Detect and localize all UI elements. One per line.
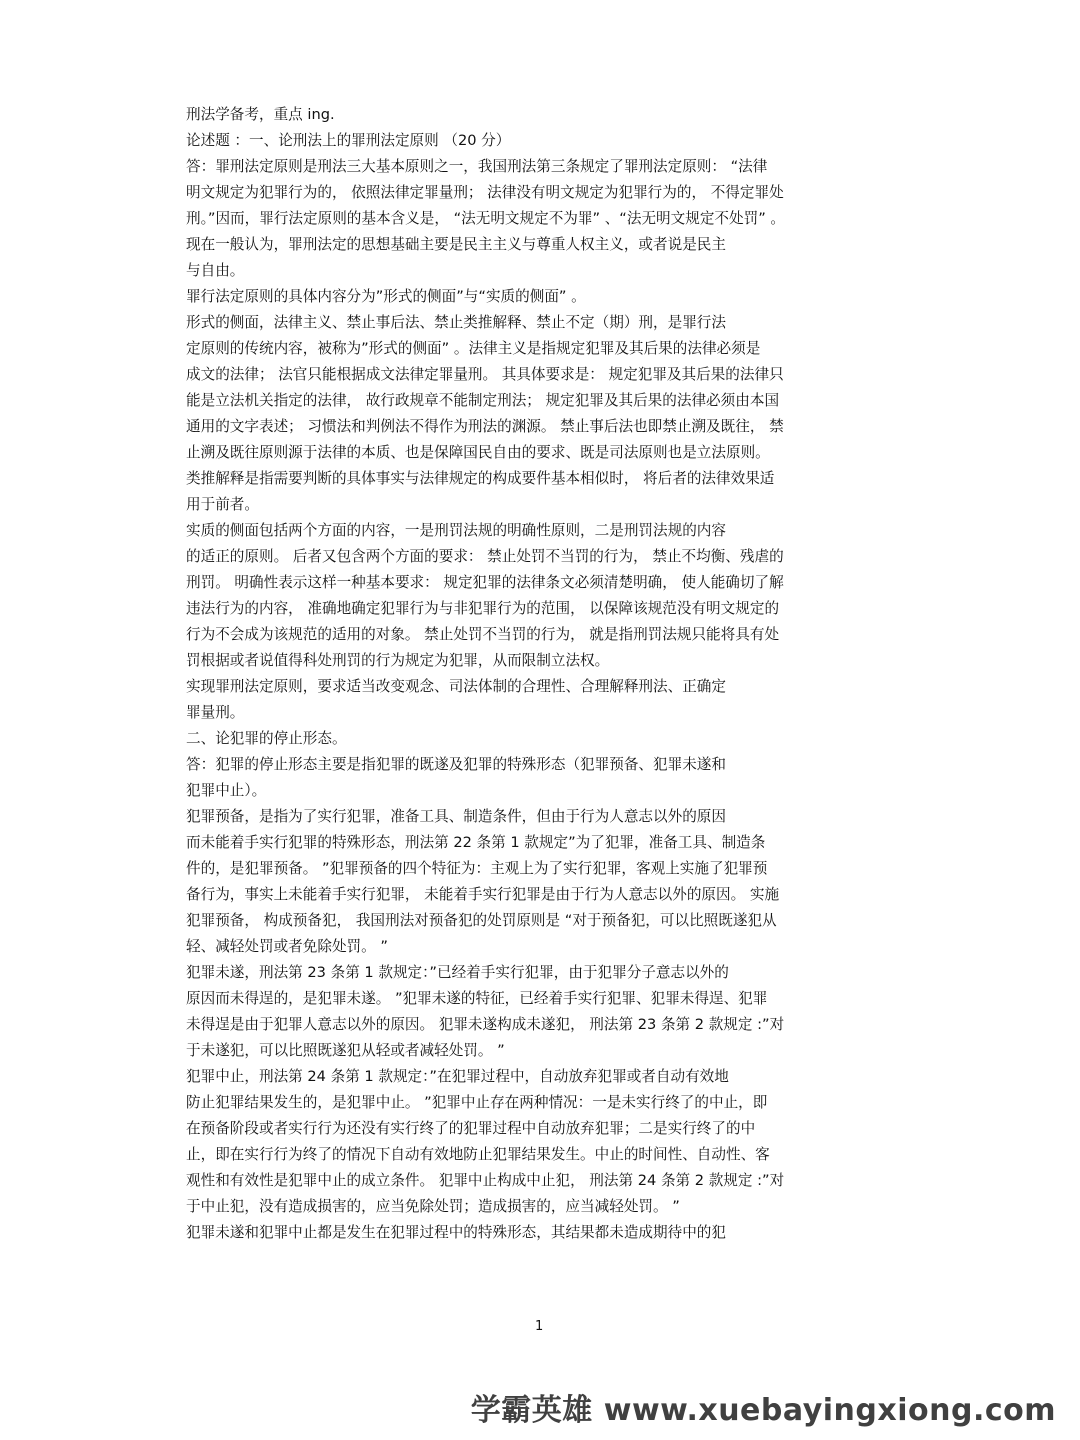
text-line: 止，即在实行行为终了的情况下自动有效地防止犯罪结果发生。中止的时间性、自动性、客 (186, 1146, 770, 1163)
text-line: 违法行为的内容， 准确地确定犯罪行为与非犯罪行为的范围， 以保障该规范没有明文规定的 (186, 600, 780, 617)
text-line: 用于前者。 (186, 496, 259, 513)
text-line: 实质的侧面包括两个方面的内容，一是刑罚法规的明确性原则，二是刑罚法规的内容 (186, 522, 726, 539)
text-line: 刑。”因而，罪行法定原则的基本含义是， “法无明文规定不为罪” 、“法无明文规定不处罚” 。 (186, 210, 785, 227)
text-line: 件的，是犯罪预备。 ”犯罪预备的四个特征为：主观上为了实行犯罪，客观上实施了犯罪预 (186, 860, 768, 877)
text-line: 犯罪未遂和犯罪中止都是发生在犯罪过程中的特殊形态，其结果都未造成期待中的犯 (186, 1224, 726, 1241)
text-line: 刑罚。 明确性表示这样一种基本要求： 规定犯罪的法律条文必须清楚明确， 使人能确切了解 (186, 574, 784, 591)
text-line: 明文规定为犯罪行为的， 依照法律定罪量刑； 法律没有明文规定为犯罪行为的， 不得定罪处 (186, 184, 784, 201)
text-line: 罪行法定原则的具体内容分为”形式的侧面”与“实质的侧面” 。 (186, 288, 586, 305)
text-line: 刑法学备考，重点 ing. (186, 106, 335, 123)
text-line: 而未能着手实行犯罪的特殊形态，刑法第 22 条第 1 款规定”为了犯罪，准备工具、制造条 (186, 834, 766, 851)
text-line: 罪量刑。 (186, 704, 245, 721)
text-line: 犯罪中止，刑法第 24 条第 1 款规定：”在犯罪过程中，自动放弃犯罪或者自动有效地 (186, 1068, 729, 1085)
text-line: 论述题 ：一、论刑法上的罪刑法定原则 （20 分） (186, 132, 511, 149)
text-line: 通用的文字表述； 习惯法和判例法不得作为刑法的渊源。 禁止事后法也即禁止溯及既往， 禁 (186, 418, 784, 435)
text-line: 犯罪中止）。 (186, 782, 267, 799)
text-line: 能是立法机关指定的法律， 故行政规章不能制定刑法； 规定犯罪及其后果的法律必须由本国 (186, 392, 780, 409)
text-line: 类推解释是指需要判断的具体事实与法律规定的构成要件基本相似时， 将后者的法律效果适 (186, 470, 775, 487)
text-line: 于中止犯，没有造成损害的，应当免除处罚；造成损害的，应当减轻处罚。 ” (186, 1198, 680, 1215)
text-line: 备行为，事实上未能着手实行犯罪， 未能着手实行犯罪是由于行为人意志以外的原因。 实施 (186, 886, 780, 903)
text-line: 实现罪刑法定原则，要求适当改变观念、司法体制的合理性、合理解释刑法、正确定 (186, 678, 726, 695)
text-line: 轻、减轻处罚或者免除处罚。 ” (186, 938, 388, 955)
watermark: 学霸英雄 www.xuebayingxiong.com (470, 1393, 1056, 1428)
text-line: 止溯及既往原则源于法律的本质、也是保障国民自由的要求、既是司法原则也是立法原则。 (186, 444, 770, 461)
text-line: 答：罪刑法定原则是刑法三大基本原则之一，我国刑法第三条规定了罪刑法定原则： “法律 (186, 158, 768, 175)
text-line: 现在一般认为，罪刑法定的思想基础主要是民主主义与尊重人权主义，或者说是民主 (186, 236, 726, 253)
text-line: 未得逞是由于犯罪人意志以外的原因。 犯罪未遂构成未遂犯， 刑法第 23 条第 2 款规定 :”对 (186, 1016, 785, 1033)
text-line: 定原则的传统内容，被称为”形式的侧面” 。法律主义是指规定犯罪及其后果的法律必须是 (186, 340, 761, 357)
text-line: 二、论犯罪的停止形态。 (186, 730, 347, 747)
text-line: 的适正的原则。 后者又包含两个方面的要求： 禁止处罚不当罚的行为， 禁止不均衡、残虐的 (186, 548, 784, 565)
text-line: 成文的法律； 法官只能根据成文法律定罪量刑。 其具体要求是： 规定犯罪及其后果的法律只 (186, 366, 784, 383)
page-number: 1 (535, 1319, 544, 1334)
text-line: 犯罪预备， 构成预备犯， 我国刑法对预备犯的处罚原则是 “对于预备犯，可以比照既遂犯从 (186, 912, 777, 929)
text-line: 防止犯罪结果发生的，是犯罪中止。 ”犯罪中止存在两种情况：一是未实行终了的中止，即 (186, 1094, 768, 1111)
text-line: 罚根据或者说值得科处刑罚的行为规定为犯罪，从而限制立法权。 (186, 652, 610, 669)
text-line: 行为不会成为该规范的适用的对象。 禁止处罚不当罚的行为， 就是指刑罚法规只能将具有处 (186, 626, 780, 643)
text-line: 与自由。 (186, 262, 245, 279)
text-line: 原因而未得逞的，是犯罪未遂。 ”犯罪未遂的特征，已经着手实行犯罪、犯罪未得逞、犯罪 (186, 990, 768, 1007)
text-line: 犯罪未遂，刑法第 23 条第 1 款规定：”已经着手实行犯罪，由于犯罪分子意志以外的 (186, 964, 729, 981)
text-line: 犯罪预备，是指为了实行犯罪，准备工具、制造条件，但由于行为人意志以外的原因 (186, 808, 726, 825)
text-line: 于未遂犯，可以比照既遂犯从轻或者减轻处罚。 ” (186, 1042, 505, 1059)
text-line: 在预备阶段或者实行行为还没有实行终了的犯罪过程中自动放弃犯罪；二是实行终了的中 (186, 1120, 756, 1137)
text-line: 形式的侧面，法律主义、禁止事后法、禁止类推解释、禁止不定（期）刑，是罪行法 (186, 314, 726, 331)
text-line: 答：犯罪的停止形态主要是指犯罪的既遂及犯罪的特殊形态（犯罪预备、犯罪未遂和 (186, 756, 726, 773)
text-line: 观性和有效性是犯罪中止的成立条件。 犯罪中止构成中止犯， 刑法第 24 条第 2 款规定 :”对 (186, 1172, 785, 1189)
